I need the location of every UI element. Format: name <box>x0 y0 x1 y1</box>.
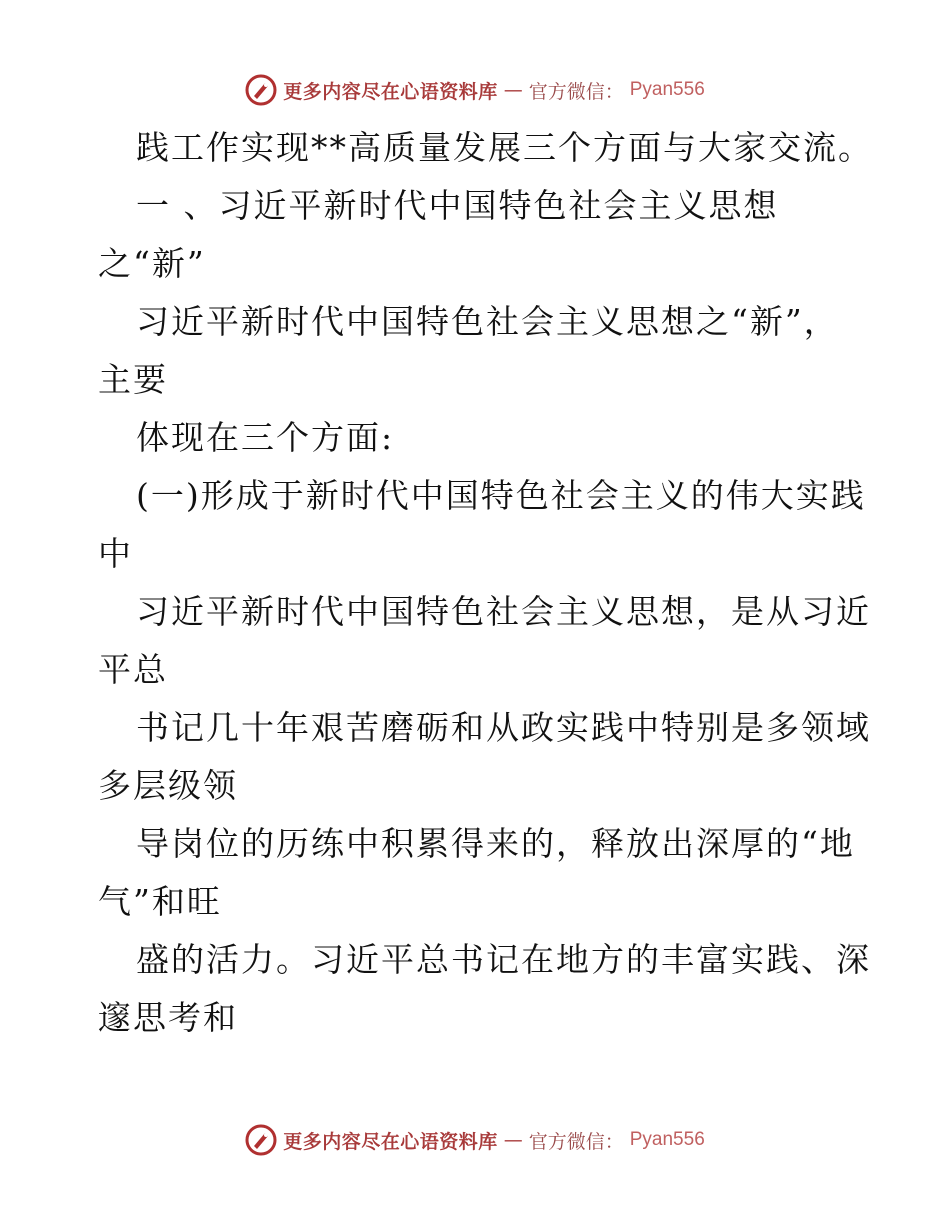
watermark-dash: — <box>503 1129 523 1151</box>
watermark-wechat-id: Pyan556 <box>629 79 705 100</box>
text-line: 主要 <box>98 360 168 399</box>
text-line: 中 <box>98 534 133 573</box>
pen-logo-icon <box>245 74 277 106</box>
text-line: 多层级领 <box>98 766 238 805</box>
watermark-wechat-label: 官方微信： <box>528 80 624 103</box>
section-heading: 一 、习近平新时代中国特色社会主义思想 <box>136 186 779 225</box>
text-line: 盛的活力。习近平总书记在地方的丰富实践、深 <box>136 940 871 979</box>
watermark-wechat-id: Pyan556 <box>629 1129 705 1150</box>
watermark-dash: — <box>503 79 523 101</box>
header-watermark <box>0 70 950 110</box>
subsection-heading: (一)形成于新时代中国特色社会主义的伟大实践 <box>136 476 866 515</box>
text-line: 体现在三个方面: <box>136 418 395 457</box>
text-line: 导岗位的历练中积累得来的，释放出深厚的“地 <box>136 824 855 863</box>
pen-logo-icon <box>245 1124 277 1156</box>
text-line: 邃思考和 <box>98 998 238 1037</box>
text-line: 之“新” <box>98 244 206 283</box>
text-line: 书记几十年艰苦磨砺和从政实践中特别是多领域 <box>136 708 871 747</box>
text-line: 践工作实现**高质量发展三个方面与大家交流。 <box>136 128 873 167</box>
text-line: 习近平新时代中国特色社会主义思想之“新”， <box>136 302 839 341</box>
watermark-wechat-label: 官方微信： <box>528 1130 624 1153</box>
text-line: 习近平新时代中国特色社会主义思想，是从习近 <box>136 592 871 631</box>
text-line: 气”和旺 <box>98 882 222 921</box>
footer-watermark <box>0 1120 950 1160</box>
watermark-text: 更多内容尽在心语资料库 <box>283 80 498 103</box>
watermark-text: 更多内容尽在心语资料库 <box>283 1130 498 1153</box>
text-line: 平总 <box>98 650 168 689</box>
